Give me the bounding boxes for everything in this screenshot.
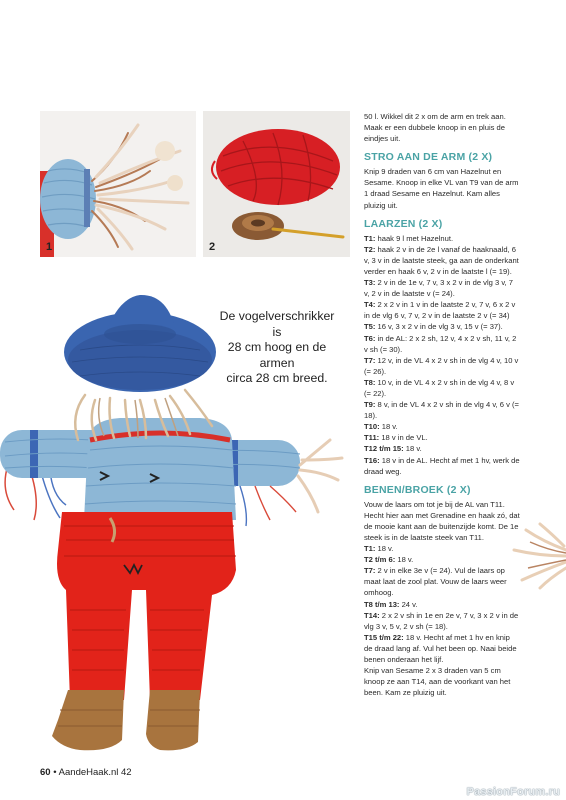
row-text: 18 v. bbox=[375, 544, 394, 554]
pattern-row bbox=[364, 355, 520, 377]
pattern-row bbox=[364, 455, 520, 477]
row-text: 12 v, in de VL 4 x 2 v sh in de vlg 4 v, 10 v (= 26). bbox=[364, 355, 519, 376]
caption-line: 28 cm hoog en de armen bbox=[227, 340, 327, 370]
benen-rows bbox=[364, 543, 520, 665]
pattern-row bbox=[364, 333, 520, 355]
yarn-tuft-decoration bbox=[500, 520, 566, 590]
pattern-row bbox=[364, 610, 520, 632]
row-label: T15 t/m 22: bbox=[364, 632, 404, 642]
row-label: T10: bbox=[364, 422, 380, 432]
row-text: 18 v in de AL. Hecht af met 1 hv, werk de draad weg. bbox=[364, 455, 520, 476]
watermark: PassionForum.ru bbox=[466, 786, 560, 798]
caption-line: De vogelverschrikker is bbox=[219, 309, 335, 339]
pattern-row bbox=[364, 565, 520, 598]
photo-caption bbox=[214, 309, 340, 387]
pattern-row bbox=[364, 244, 520, 277]
row-label: T7: bbox=[364, 355, 376, 365]
laarzen-rows bbox=[364, 233, 520, 477]
pattern-row bbox=[364, 432, 520, 443]
row-label: T8: bbox=[364, 377, 376, 387]
photo-arm-straw bbox=[40, 111, 196, 257]
stro-paragraph: Knip 9 draden van 6 cm van Hazelnut en Sesame. Knoop in elke VL van T9 van de arm 1 draad Sesame en Hazelnut. Kam alles pluizig uit. bbox=[364, 167, 519, 210]
row-text: 18 v in de VL. bbox=[379, 433, 428, 443]
magazine-name: AandeHaak.nl 42 bbox=[58, 767, 132, 778]
row-text: haak 2 v in de 2e l vanaf de haaknaald, 6 v, 3 v in de laatste steek, ga aan de onderkant verder en haak 6 v, 2 v in de laatste l (= 19). bbox=[364, 244, 519, 276]
row-label: T2: bbox=[364, 244, 376, 254]
row-label: T1: bbox=[364, 544, 376, 554]
row-label: T9: bbox=[364, 400, 376, 410]
section-heading-benen: BENEN/BROEK (2 X) bbox=[364, 483, 471, 496]
row-label: T8 t/m 13: bbox=[364, 599, 400, 609]
row-label: T16: bbox=[364, 455, 380, 465]
footer-bullet: • bbox=[53, 767, 57, 778]
row-text: 2 x 2 v in 1 v in de laatste 2 v, 7 v, 6 x 2 v in de vlg 6 v, 7 v, 2 v in de laatste 2 v (= 34) bbox=[364, 300, 516, 321]
row-text: 24 v. bbox=[399, 599, 418, 609]
row-label: T6: bbox=[364, 333, 376, 343]
photo-yarn-boot bbox=[203, 111, 350, 257]
closing-paragraph: Knip van Sesame 2 x 3 draden van 5 cm knoop ze aan T14, aan de voorkant van het been. Kam ze pluizig uit. bbox=[364, 666, 511, 698]
photo-number: 2 bbox=[209, 241, 216, 253]
pattern-row bbox=[364, 599, 520, 610]
pattern-row bbox=[364, 632, 520, 665]
row-label: T1: bbox=[364, 233, 376, 243]
pattern-row bbox=[364, 543, 520, 554]
row-label: T5: bbox=[364, 322, 376, 332]
row-label: T4: bbox=[364, 300, 376, 310]
row-label: T7: bbox=[364, 566, 376, 576]
yarn-ball-illustration bbox=[203, 111, 350, 257]
row-text: 2 x 2 v sh in 1e en 2e v, 7 v, 3 x 2 v in de vlg 3 v, 5 v, 2 v sh (= 18). bbox=[364, 610, 519, 631]
page-number: 60 bbox=[40, 767, 51, 778]
section-heading-laarzen: LAARZEN (2 X) bbox=[364, 217, 443, 230]
row-text: haak 9 l met Hazelnut. bbox=[375, 233, 454, 243]
pattern-row bbox=[364, 421, 520, 432]
row-label: T11: bbox=[364, 433, 380, 443]
row-label: T3: bbox=[364, 278, 376, 288]
benen-intro: Vouw de laars om tot je bij de AL van T11. Hecht hier aan met Grenadine en haak zó, dat de mooie kant aan de buitenzijde komt. De 1e steek is in de laatste steek van T11. bbox=[364, 499, 520, 542]
pattern-column bbox=[364, 111, 520, 698]
arm-straw-illustration bbox=[40, 111, 196, 257]
row-text: 10 v, in de VL 4 x 2 v sh in de vlg 4 v, 8 v (= 22). bbox=[364, 377, 515, 398]
row-text: in de AL: 2 x 2 sh, 12 v, 4 x 2 v sh, 11 v, 2 v sh (= 30). bbox=[364, 333, 517, 354]
row-text: 8 v, in de VL 4 x 2 v sh in de vlg 4 v, 6 v (= 18). bbox=[364, 400, 519, 421]
pattern-row bbox=[364, 399, 520, 421]
pattern-row bbox=[364, 233, 520, 244]
row-label: T14: bbox=[364, 610, 380, 620]
row-text: 18 v. bbox=[403, 444, 422, 454]
pattern-row bbox=[364, 443, 520, 454]
pattern-row bbox=[364, 321, 520, 332]
pattern-row bbox=[364, 299, 520, 321]
section-heading-stro: STRO AAN DE ARM (2 X) bbox=[364, 151, 493, 164]
row-label: T2 t/m 6: bbox=[364, 555, 396, 565]
pattern-row bbox=[364, 377, 520, 399]
pattern-row bbox=[364, 554, 520, 565]
row-text: 16 v, 3 x 2 v in de vlg 3 v, 15 v (= 37). bbox=[375, 322, 503, 332]
row-text: 18 v. bbox=[395, 555, 414, 565]
row-text: 18 v. bbox=[379, 422, 398, 432]
page-footer bbox=[40, 767, 132, 778]
row-text: 2 v in de 1e v, 7 v, 3 x 2 v in de vlg 3 v, 7 v, 2 v in de laatste v (= 24). bbox=[364, 278, 513, 299]
intro-paragraph: 50 l. Wikkel dit 2 x om de arm en trek aan. Maak er een dubbele knoop in en pluis de eindjes uit. bbox=[364, 112, 506, 144]
pattern-row bbox=[364, 277, 520, 299]
photo-number: 1 bbox=[46, 241, 53, 253]
caption-line: circa 28 cm breed. bbox=[226, 371, 328, 385]
row-text: 2 v in elke 3e v (= 24). Vul de laars op maat laat de zool plat. Vouw de laars weer omhoog. bbox=[364, 566, 507, 598]
row-text: 18 v. Hecht af met 1 hv en knip de draad lang af. Vul het been op. Naai beide benen onderaan het lijf. bbox=[364, 632, 517, 665]
row-label: T12 t/m 15: bbox=[364, 444, 404, 454]
